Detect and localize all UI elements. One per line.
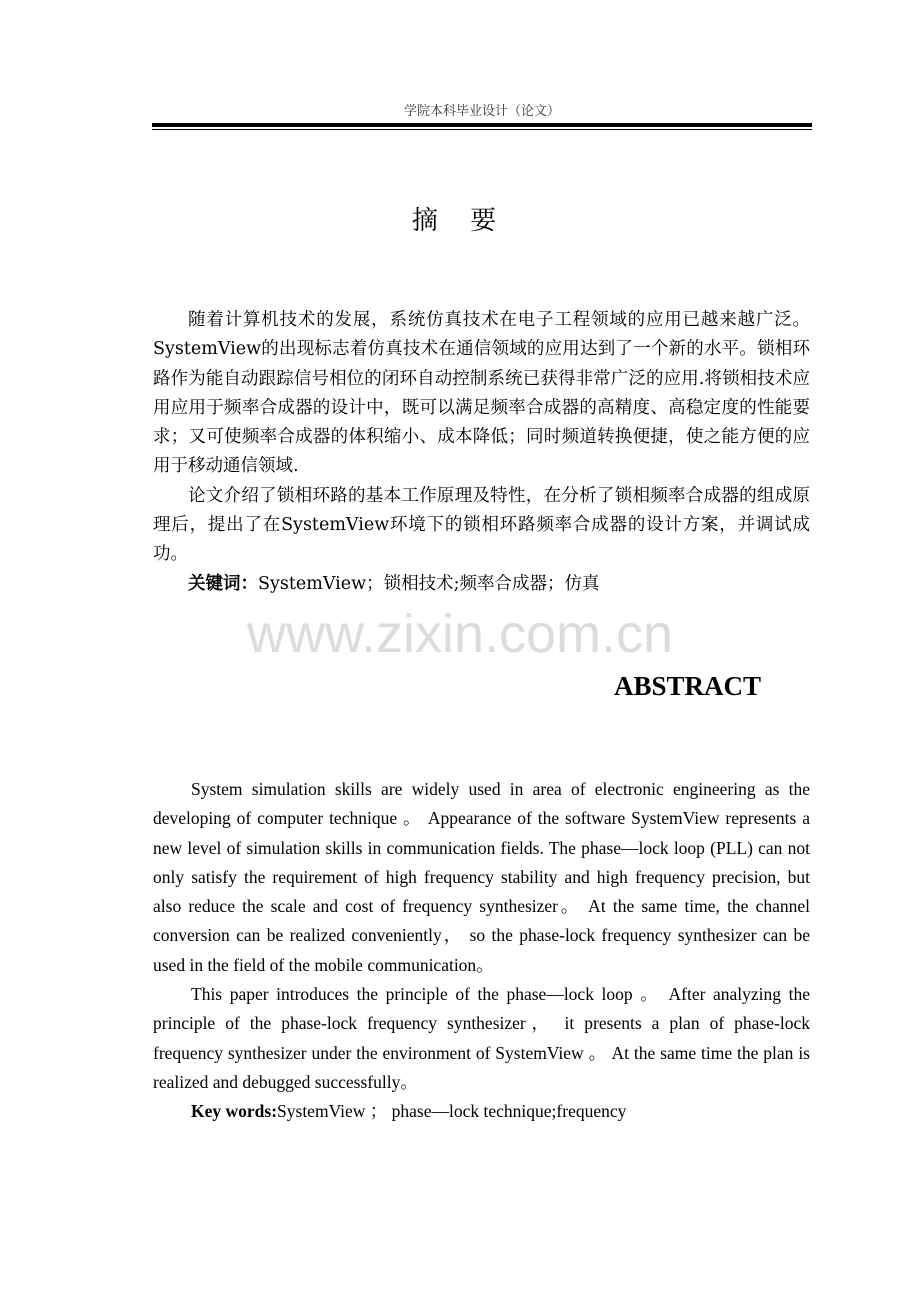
header-rule-thin	[152, 129, 812, 130]
en-keywords-value: SystemView ； phase—lock technique;frequency	[277, 1101, 627, 1122]
abstract-cn-paragraph: 论文介绍了锁相环路的基本工作原理及特性，在分析了锁相频率合成器的组成原理后，提出了在SystemView环境下的锁相环路频率合成器的设计方案，并调试成功。	[153, 485, 810, 565]
abstract-cn-title: 摘 要	[411, 206, 509, 236]
abstract-en-paragraph: System simulation skills are widely used in area of electronic engineering as the developing of computer technique 。 Appearance of the software SystemView represents a new level of simulation skills in communication fields. The phase—lock loop (PLL) can not only satisfy the requirement of high frequency stability and high frequency precision, but also reduce the scale and cost of frequency synthesizer。 At the same time, the channel conversion can be realized conveniently， so the phase-lock frequency synthesizer can be used in the field of the mobile communication。	[153, 779, 810, 975]
abstract-en-body	[153, 775, 810, 1127]
page-header: 学院本科毕业设计（论文）	[403, 104, 560, 119]
abstract-en-title: ABSTRACT	[614, 671, 762, 701]
watermark: www.zixin.com.cn	[246, 604, 674, 664]
header-rule-thick	[152, 123, 812, 127]
abstract-cn-paragraph: 随着计算机技术的发展，系统仿真技术在电子工程领域的应用已越来越广泛。SystemView的出现标志着仿真技术在通信领域的应用达到了一个新的水平。锁相环路作为能自动跟踪信号相位的闭环自动控制系统已获得非常广泛的应用.将锁相技术应用应用于频率合成器的设计中，既可以满足频率合成器的高精度、高稳定度的性能要求；又可使频率合成器的体积缩小、成本降低；同时频道转换便捷，使之能方便的应用于移动通信领域.	[153, 310, 810, 477]
keywords-value: SystemView；锁相技术;频率合成器；仿真	[258, 573, 600, 594]
abstract-en-keywords	[153, 1097, 810, 1126]
abstract-cn-keywords	[153, 570, 810, 599]
abstract-en-paragraph: This paper introduces the principle of the phase—lock loop 。 After analyzing the principle of the phase-lock frequency synthesizer， it presents a plan of phase-lock frequency synthesizer under the environment of SystemView 。 At the same time the plan is realized and debugged successfully。	[153, 984, 810, 1092]
abstract-cn-body	[153, 306, 810, 599]
keywords-label: 关键词：	[188, 573, 258, 594]
en-keywords-label: Key words:	[191, 1101, 278, 1122]
